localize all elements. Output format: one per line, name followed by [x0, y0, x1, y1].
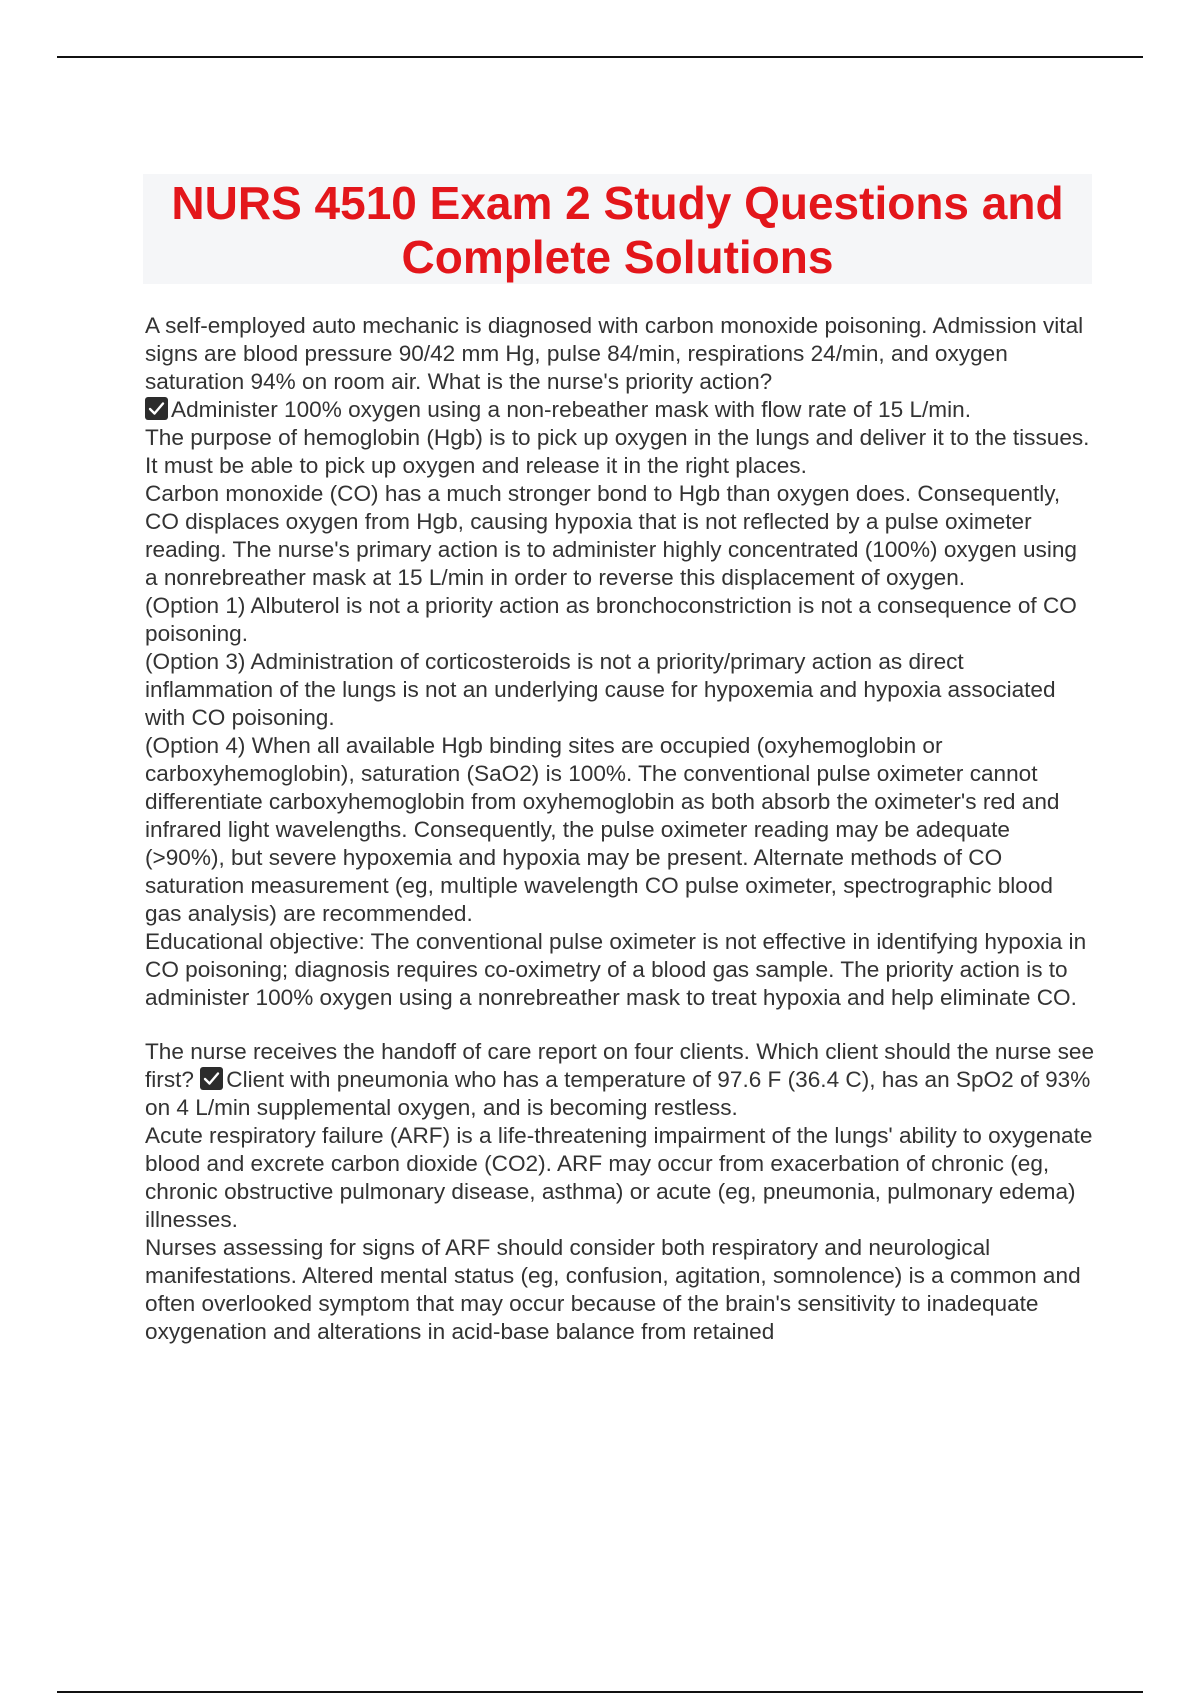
header-rule	[57, 56, 1143, 58]
explanation-2-para-2: Nurses assessing for signs of ARF should consider both respiratory and neurological manifestations. Altered mental status (eg, confusion, agitation, somnolence) is a common and often overlooked symptom that may occur because of the brain's sensitivity to inadequate oxygenation and alterations in acid-base balance from retained	[145, 1235, 1081, 1344]
document-body	[145, 312, 1095, 1346]
option-3-rationale: (Option 3) Administration of corticosteroids is not a priority/primary action as direct inflammation of the lungs is not an underlying cause for hypoxemia and hypoxia associated with CO poisoning.	[145, 649, 1056, 730]
question-1-text: A self-employed auto mechanic is diagnosed with carbon monoxide poisoning. Admission vital signs are blood pressure 90/42 mm Hg, pulse 84/min, respirations 24/min, and oxygen saturation 94% on room air. What is the nurse's priority action?	[145, 313, 1084, 394]
question-2	[145, 1038, 1095, 1122]
option-4-rationale: (Option 4) When all available Hgb binding sites are occupied (oxyhemoglobin or carboxyhemoglobin), saturation (SaO2) is 100%. The conventional pulse oximeter cannot differentiate carboxyhemoglobin from oxyhemoglobin as both absorb the oximeter's red and infrared light wavelengths. Consequently, the pulse oximeter reading may be adequate (>90%), but severe hypoxemia and hypoxia may be present. Alternate methods of CO saturation measurement (eg, multiple wavelength CO pulse oximeter, spectrographic blood gas analysis) are recommended.	[145, 733, 1060, 926]
question-1	[145, 312, 1095, 396]
checkbox-checked-icon	[200, 1067, 223, 1090]
checkbox-checked-icon	[145, 397, 168, 420]
educational-objective: Educational objective: The conventional pulse oximeter is not effective in identifying hypoxia in CO poisoning; diagnosis requires co-oximetry of a blood gas sample. The priority action is to administer 100% oxygen using a nonrebreather mask to treat hypoxia and help eliminate CO.	[145, 929, 1087, 1010]
option-1-rationale: (Option 1) Albuterol is not a priority action as bronchoconstriction is not a consequence of CO poisoning.	[145, 593, 1077, 646]
explanation-1-para-2: Carbon monoxide (CO) has a much stronger bond to Hgb than oxygen does. Consequently, CO displaces oxygen from Hgb, causing hypoxia that is not reflected by a pulse oximeter reading. The nurse's primary action is to administer highly concentrated (100%) oxygen using a nonrebreather mask at 15 L/min in order to reverse this displacement of oxygen.	[145, 481, 1077, 590]
explanation-2-para-1: Acute respiratory failure (ARF) is a life-threatening impairment of the lungs' ability to oxygenate blood and excrete carbon dioxide (CO2). ARF may occur from exacerbation of chronic (eg, chronic obstructive pulmonary disease, asthma) or acute (eg, pneumonia, pulmonary edema) illnesses.	[145, 1123, 1093, 1232]
answer-1-text: Administer 100% oxygen using a non-rebeather mask with flow rate of 15 L/min.	[171, 397, 971, 422]
title-line-1: NURS 4510 Exam 2 Study Questions and	[171, 177, 1064, 229]
answer-1	[145, 396, 1095, 424]
footer-rule	[57, 1691, 1143, 1693]
answer-2-text: Client with pneumonia who has a temperature of 97.6 F (36.4 C), has an SpO2 of 93% on 4 L/min supplemental oxygen, and is becoming restless.	[145, 1067, 1091, 1120]
explanation-1-para-1: The purpose of hemoglobin (Hgb) is to pick up oxygen in the lungs and deliver it to the tissues. It must be able to pick up oxygen and release it in the right places.	[145, 425, 1090, 478]
document-title	[143, 174, 1092, 284]
title-line-2: Complete Solutions	[401, 231, 834, 283]
question-2-text: The nurse receives the handoff of care report on four clients. Which client should the nurse see first?	[145, 1039, 1095, 1092]
